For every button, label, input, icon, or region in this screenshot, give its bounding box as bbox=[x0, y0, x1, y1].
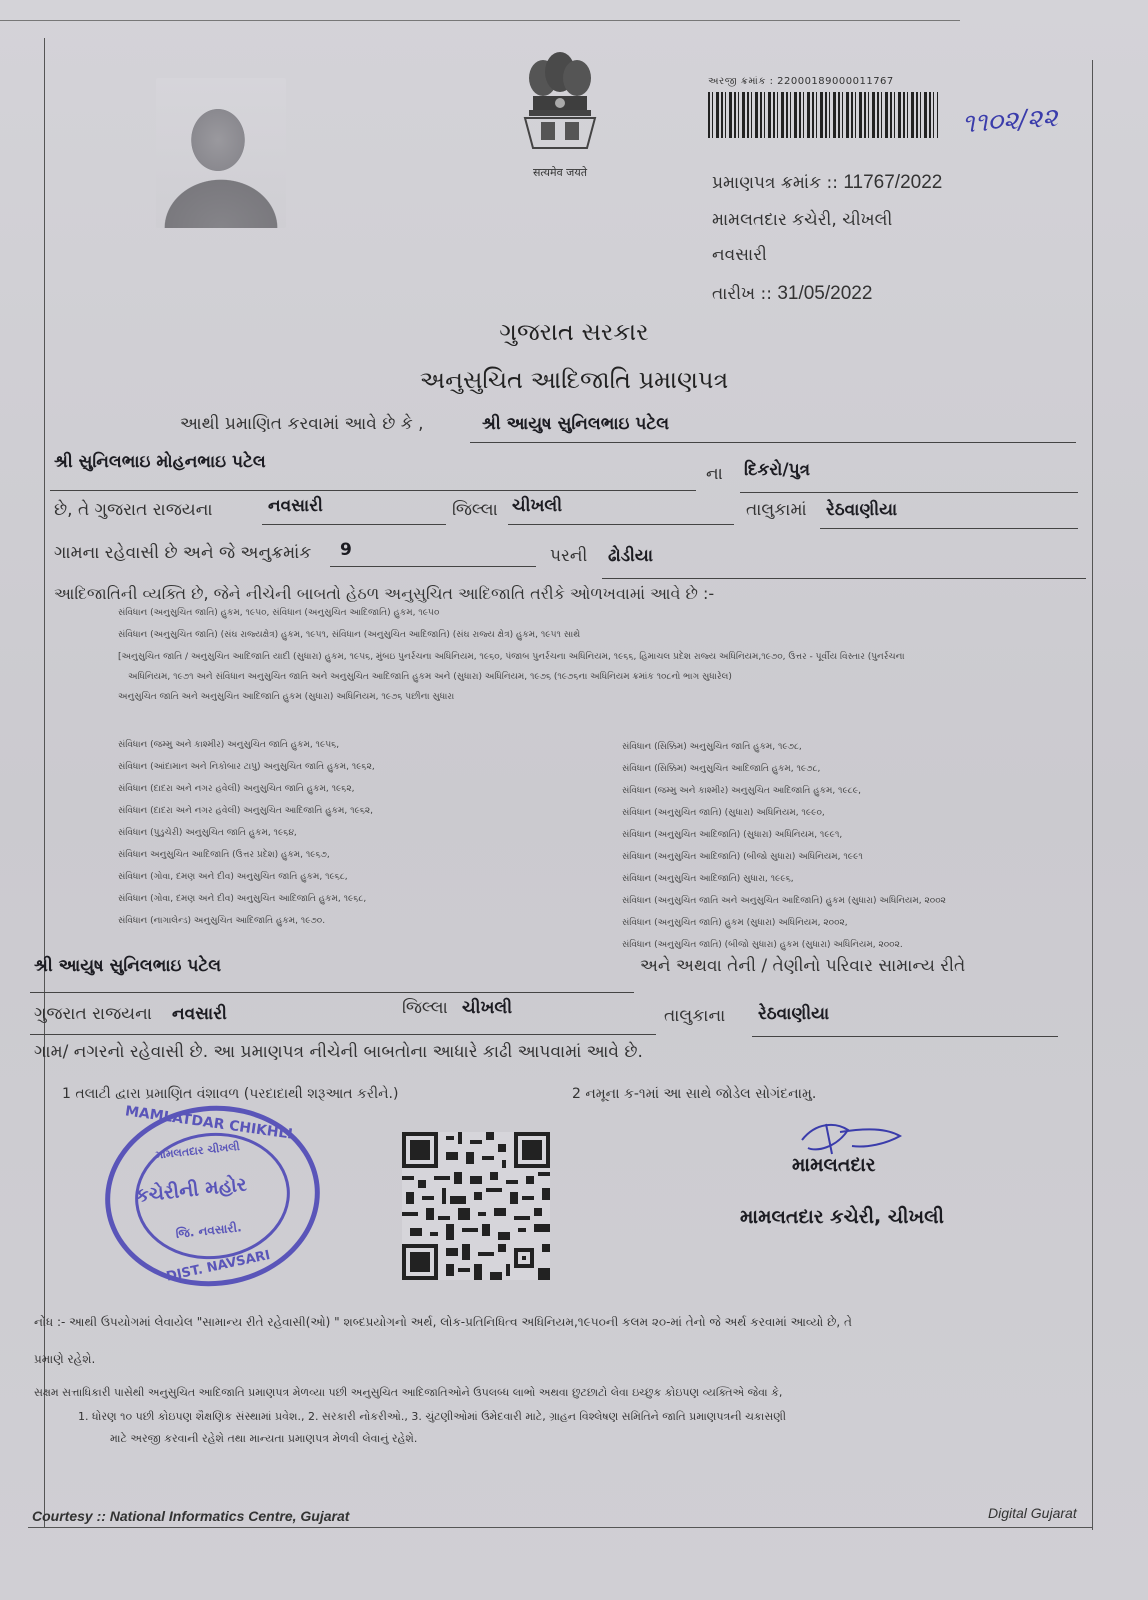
order-right-4: સંવિધાન (અનુસુચિત જાતિ) (સુધારા) અધિનિયમ, ૧૯૯૦, bbox=[622, 808, 825, 818]
basis-item-1: 1 તલાટી દ્વારા પ્રમાણિત વંશાવળ (પરદાદાથી શરૂઆત કરીને.) bbox=[62, 1086, 399, 1102]
rule-district bbox=[262, 524, 446, 525]
issue-date: 31/05/2022 bbox=[777, 283, 873, 304]
order-right-10: સંવિધાન (અનુસુચિત જાતિ) (બીજો સુધારા) હુકમ (સુધારા) અધિનિયમ, ૨૦૦૨. bbox=[622, 940, 903, 950]
order-right-1: સંવિધાન (સિક્કિમ) અનુસુચિત જાતિ હુકમ, ૧૯૭૮, bbox=[622, 742, 802, 752]
residence-village-value: રેઠવાણીયા bbox=[758, 1004, 830, 1024]
order-right-9: સંવિધાન (અનુસુચિત જાતિ) હુકમ (સુધારા) અધિનિયમ, ૨૦૦૨, bbox=[622, 918, 848, 928]
signatory-designation: મામલતદાર bbox=[792, 1154, 876, 1176]
state-text: છે, તે ગુજરાત રાજયના bbox=[54, 500, 213, 520]
order-left-7: સંવિધાન (ગોવા, દમણ અને દીવ) અનુસુચિત જાતિ હુકમ, ૧૯૬૮, bbox=[118, 872, 348, 882]
signature bbox=[796, 1118, 906, 1158]
note-1b: પ્રમાણે રહેશે. bbox=[34, 1352, 96, 1366]
order-top-4: અધિનિયમ, ૧૯૭૧ અને સંવિધાન અનુસુચિત જાતિ અને અનુસુચિત આદિજાતિ હુકમ અને (સુધારા) અધિનિયમ, ૧૯૭૬ (૧૯૭૬ના અધિનિયમ ક્રમાંક ૧૦૮નો ભાગ સુધારેલ) bbox=[128, 672, 732, 682]
application-number: અરજી ક્રમાંક : 22000189000011767 bbox=[708, 76, 894, 87]
order-right-3: સંવિધાન (જમ્મુ અને કાશ્મીર) અનુસુચિત આદિજાતિ હુકમ, ૧૯૮૯, bbox=[622, 786, 861, 796]
rule-applicant bbox=[470, 442, 1076, 443]
date-row bbox=[712, 283, 872, 305]
rule-tribe bbox=[602, 578, 1086, 579]
order-right-7: સંવિધાન (અનુસુચિત આદિજાતિ) સુધારા, ૧૯૯૬, bbox=[622, 874, 794, 884]
rule-relation bbox=[740, 492, 1078, 493]
rule-taluka bbox=[508, 524, 734, 525]
resident-text: ગામના રહેવાસી છે અને જે અનુક્રમાંક bbox=[54, 543, 312, 563]
order-top-2: સંવિધાન (અનુસુચિત જાતિ) (સંઘ રાજ્યક્ષેત્ર) હુકમ, ૧૯૫૧, સંવિધાન (અનુસુચિત આદિજાતિ) (સંઘ રાજ્ય ક્ષેત્ર) હુકમ, ૧૯૫૧ સાથે bbox=[118, 630, 581, 640]
order-left-4: સંવિધાન (દાદરા અને નગર હવેલી) અનુસુચિત આદિજાતિ હુકમ, ૧૯૬૨, bbox=[118, 806, 374, 816]
tribe-statement: આદિજાતિની વ્યક્તિ છે, જેને નીચેની બાબતો હેઠળ અનુસુચિત આદિજાતિ તરીકે ઓળખવામાં આવે છે :- bbox=[54, 584, 715, 603]
taluka-value: ચીખલી bbox=[512, 496, 563, 516]
district-label: જિલ્લા bbox=[452, 500, 498, 520]
rule-residence-name bbox=[30, 992, 634, 993]
applicant-name: શ્રી આયુષ સુનિલભાઇ પટેલ bbox=[482, 414, 670, 434]
issuing-district: નવસારી bbox=[712, 245, 767, 265]
emblem-motto: सत्यमेव जयते bbox=[532, 166, 587, 179]
residence-district-label: જિલ્લા bbox=[402, 998, 448, 1018]
order-right-6: સંવિધાન (અનુસુચિત આદિજાતિ) (બીજો સુધારા) અધિનિયમ, ૧૯૯૧ bbox=[622, 852, 863, 862]
district-value: નવસારી bbox=[268, 496, 323, 516]
stamp-center: કચેરીની મહોર bbox=[134, 1173, 248, 1207]
basis-text: ગામ/ નગરનો રહેવાસી છે. આ પ્રમાણપત્ર નીચેની બાબતોના આધારે કાઢી આપવામાં આવે છે. bbox=[34, 1042, 643, 1062]
residence-state-text: ગુજરાત રાજયના bbox=[34, 1004, 152, 1024]
note-3b: માટે અરજી કરવાની રહેશે તથા માન્યતા પ્રમાણપત્ર મેળવી લેવાનું રહેશે. bbox=[110, 1432, 418, 1445]
signatory-office: મામલતદાર કચેરી, ચીખલી bbox=[740, 1206, 944, 1228]
parent-name: શ્રી સુનિલભાઇ મોહનભાઇ પટેલ bbox=[54, 452, 266, 472]
order-top-1: સંવિધાન (અનુસુચિત જાતિ) હુકમ, ૧૯૫૦, સંવિધાન (અનુસુચિત આદિજાતિ) હુકમ, ૧૯૫૦ bbox=[118, 608, 440, 618]
stamp-outer-top: MAMLATDAR CHIKHLI bbox=[124, 1103, 294, 1143]
serial-number: 9 bbox=[340, 540, 352, 560]
residence-taluka-label: તાલુકાના bbox=[664, 1006, 726, 1026]
border-top bbox=[0, 20, 960, 21]
order-left-3: સંવિધાન (દાદરા અને નગર હવેલી) અનુસુચિત જાતિ હુકમ, ૧૯૬૨, bbox=[118, 784, 355, 794]
certificate-number-row bbox=[712, 172, 942, 194]
order-top-5: અનુસુચિત જાતિ અને અનુસુચિત આદિજાતિ હુકમ (સુધારા) અધિનિયમ, ૧૯૭૬ પછીના સુધારા bbox=[118, 692, 455, 702]
certificate-number-label: પ્રમાણપત્ર ક્રમાંક :: bbox=[712, 173, 838, 193]
rule-residence-district bbox=[30, 1034, 656, 1035]
residence-taluka-value: ચીખલી bbox=[462, 998, 513, 1018]
handwritten-note: ૧૧૦૨/૨૨ bbox=[961, 102, 1059, 140]
border-right bbox=[1092, 60, 1093, 1530]
rule-village bbox=[820, 528, 1078, 529]
qr-code bbox=[402, 1132, 550, 1280]
issuing-office: મામલતદાર કચેરી, ચીખલી bbox=[712, 210, 893, 230]
border-left bbox=[44, 38, 45, 1528]
rule-residence-village bbox=[752, 1036, 1058, 1037]
stamp-inner-top: મામલતદાર ચીખલી bbox=[154, 1139, 241, 1162]
order-left-6: સંવિધાન અનુસુચિત આદિજાતિ (ઉત્તર પ્રદેશ) હુકમ, ૧૯૬૭, bbox=[118, 850, 330, 860]
order-left-2: સંવિધાન (આંદામાન અને નિકોબાર ટાપુ) અનુસુચિત જાતિ હુકમ, ૧૯૬૨, bbox=[118, 762, 375, 772]
note-2: સક્ષમ સત્તાધિકારી પાસેથી અનુસુચિત આદિજાતિ પ્રમાણપત્ર મેળવ્યા પછી અનુસુચિત આદિજાતિઓને ઉપલબ્ધ લાભો અથવા છુટછાટો લેવા ઇચ્છુક કોઇપણ વ્યક્તિએ જેવા કે, bbox=[34, 1386, 783, 1399]
order-left-8: સંવિધાન (ગોવા, દમણ અને દીવ) અનુસુચિત આદિજાતિ હુકમ, ૧૯૬૮, bbox=[118, 894, 367, 904]
stamp-outer-bottom: DIST. NAVSARI bbox=[164, 1247, 272, 1285]
residence-district-value: નવસારી bbox=[172, 1004, 227, 1024]
note-1a: નોંધ :- આથી ઉપયોગમાં લેવાયેલ "સામાન્ય રીતે રહેવાસી(ઓ) " શબ્દપ્રયોગનો અર્થ, લોક-પ્રતિનિધિત્વ અધિનિયમ,૧૯૫૦ની કલમ ૨૦-માં તેનો જે અર્થ કરવામાં આવ્યો છે, તે bbox=[34, 1315, 852, 1329]
tribe-name: ઢોડીયા bbox=[608, 546, 653, 566]
rule-parent bbox=[50, 490, 696, 491]
certificate-number: 11767/2022 bbox=[843, 172, 943, 193]
rule-serial bbox=[330, 566, 536, 567]
basis-item-2: 2 નમૂના ક-૧માં આ સાથે જોડેલ સોગંદનામુ. bbox=[572, 1086, 817, 1102]
order-left-5: સંવિધાન (પુડુચેરી) અનુસુચિત જાતિ હુકમ, ૧૯૬૪, bbox=[118, 828, 297, 838]
office-stamp bbox=[96, 1095, 329, 1296]
order-left-9: સંવિધાન (નાગાલેન્ડ) અનુસુચિત આદિજાતિ હુકમ, ૧૯૭૦. bbox=[118, 916, 326, 926]
note-3a: 1. ધોરણ ૧૦ પછી કોઇપણ શૈક્ષણિક સંસ્થામાં પ્રવેશ., 2. સરકારી નોકરીઓ., 3. ચુંટણીઓમાં ઉમેદવારી માટે, ગ્રાહન વિશ્લેષણ સમિતિને જાતિ પ્રમાણપત્રની ચકાસણી bbox=[78, 1410, 787, 1423]
government-title: ગુજરાત સરકાર bbox=[499, 318, 649, 346]
certify-text: આથી પ્રમાણિત કરવામાં આવે છે કે , bbox=[180, 414, 424, 434]
order-right-5: સંવિધાન (અનુસુચિત આદિજાતિ) (સુધારા) અધિનિયમ, ૧૯૯૧, bbox=[622, 830, 843, 840]
border-bottom bbox=[28, 1527, 1092, 1528]
certificate-title: અનુસુચિત આદિજાતિ પ્રમાણપત્ર bbox=[419, 366, 729, 394]
residence-name: શ્રી આયુષ સુનિલભાઇ પટેલ bbox=[34, 956, 222, 976]
date-label: તારીખ :: bbox=[712, 284, 772, 304]
village-value: રેઠવાણીયા bbox=[826, 500, 898, 520]
par-label: પરની bbox=[550, 546, 588, 566]
order-left-1: સંવિધાન (જમ્મુ અને કાશ્મીર) અનુસુચિત જાતિ હુકમ, ૧૯૫૬, bbox=[118, 740, 340, 750]
na-label: ના bbox=[706, 464, 723, 484]
order-right-8: સંવિધાન (અનુસુચિત જાતિ અને અનુસુચિત આદિજાતિ) હુકમ (સુધારા) અધિનિયમ, ૨૦૦૨ bbox=[622, 896, 946, 906]
barcode bbox=[708, 92, 938, 138]
footer-digital-gujarat: Digital Gujarat bbox=[988, 1505, 1077, 1521]
taluka-label: તાલુકામાં bbox=[746, 500, 807, 520]
footer-courtesy: Courtesy :: National Informatics Centre, Gujarat bbox=[32, 1508, 350, 1524]
family-text: અને અથવા તેની / તેણીનો પરિવાર સામાન્ય રીતે bbox=[640, 956, 966, 976]
relation: દિકરો/પુત્ર bbox=[744, 460, 811, 480]
order-right-2: સંવિધાન (સિક્કિમ) અનુસુચિત આદિજાતિ હુકમ, ૧૯૭૮, bbox=[622, 764, 821, 774]
stamp-inner-bottom: જિ. નવસારી. bbox=[175, 1220, 243, 1242]
applicant-photo bbox=[156, 78, 286, 228]
order-top-3: [અનુસુચિત જાતિ / અનુસુચિત આદિજાતિ યાદી (સુધારા) હુકમ, ૧૯૫૬, મુંબઇ પુનર્રચના અધિનિયમ, ૧૯૬૦, પંજાબ પુનર્રચના અધિનિયમ, ૧૯૬૬, હિમાચલ પ્રદેશ રાજ્ય અધિનિયમ,૧૯૭૦, ઉત્તર - પૂર્વીય વિસ્તાર (પુનર્રચના bbox=[118, 652, 905, 662]
national-emblem-icon bbox=[515, 48, 605, 163]
